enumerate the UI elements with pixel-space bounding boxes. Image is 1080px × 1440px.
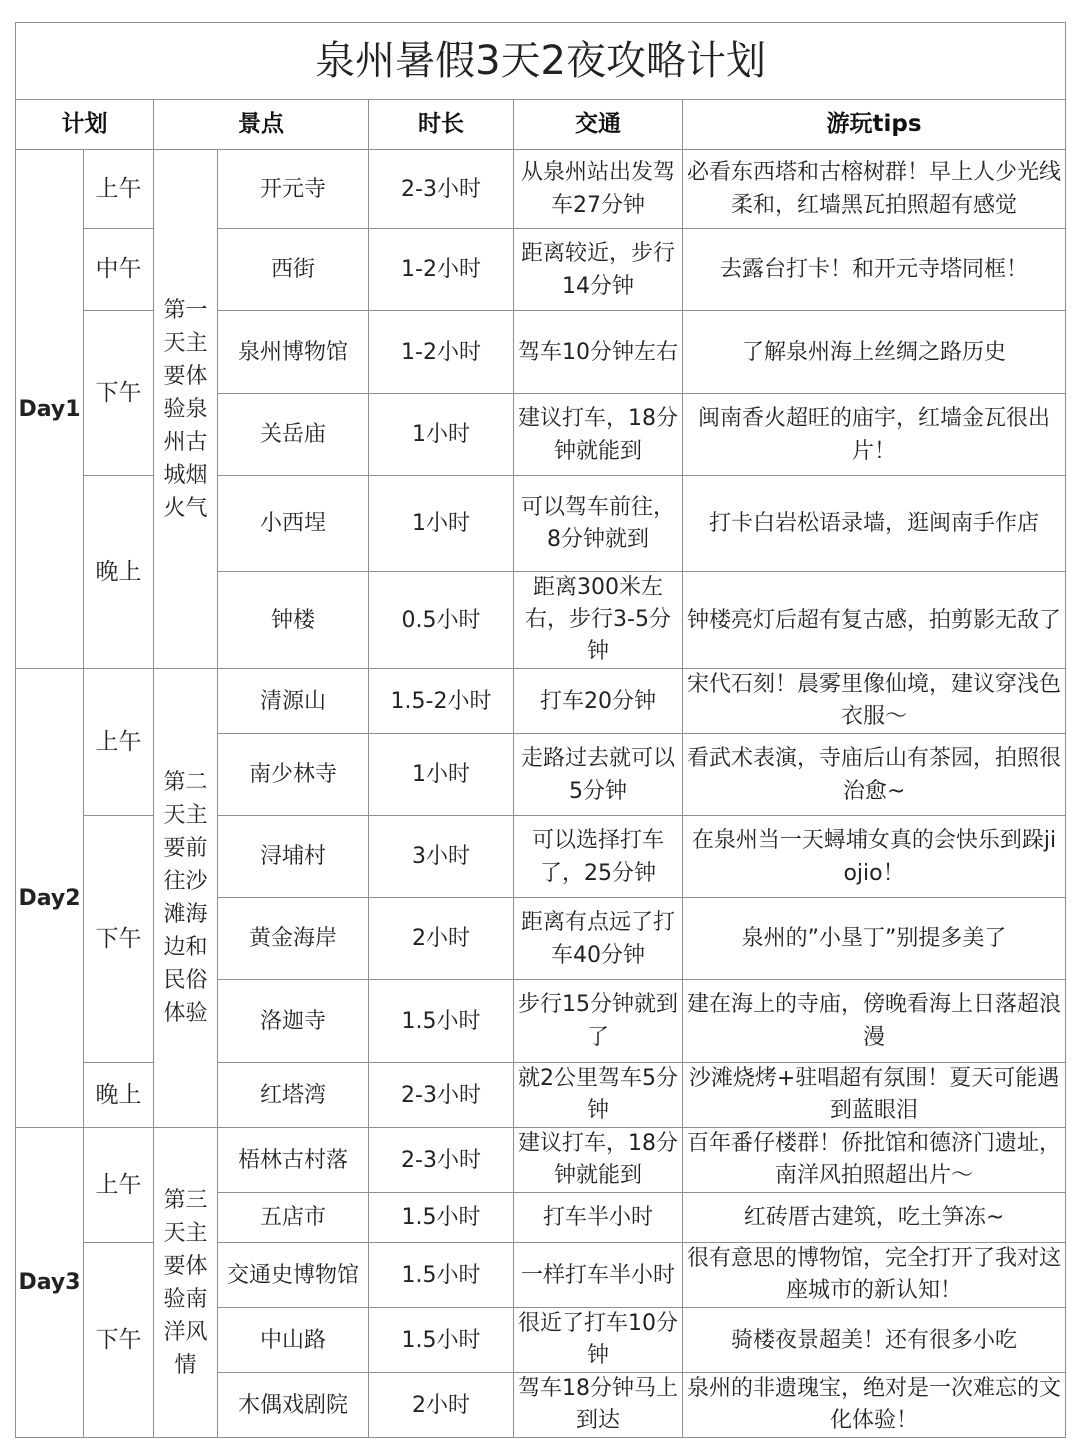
transport-cell: 距离有点远了打车40分钟	[514, 898, 683, 980]
transport-cell: 打车20分钟	[514, 669, 683, 734]
table-row	[16, 1128, 1066, 1193]
transport-cell: 一样打车半小时	[514, 1243, 683, 1308]
transport-cell: 距离较近，步行14分钟	[514, 229, 683, 311]
duration-cell: 1小时	[369, 476, 514, 572]
tips-cell: 百年番仔楼群！侨批馆和德济门遗址，南洋风拍照超出片～	[683, 1128, 1066, 1193]
period-label: 下午	[84, 816, 154, 1063]
spot-cell: 开元寺	[218, 150, 369, 229]
header-row	[16, 100, 1066, 150]
transport-cell: 驾车18分钟马上到达	[514, 1373, 683, 1438]
tips-cell: 沙滩烧烤+驻唱超有氛围！夏天可能遇到蓝眼泪	[683, 1063, 1066, 1128]
header-transport: 交通	[514, 100, 683, 150]
header-spot: 景点	[154, 100, 369, 150]
tips-cell: 建在海上的寺庙，傍晚看海上日落超浪漫	[683, 980, 1066, 1063]
transport-cell: 驾车10分钟左右	[514, 311, 683, 394]
page-title: 泉州暑假3天2夜攻略计划	[16, 23, 1066, 100]
day-theme: 第三天主要体验南洋风情	[154, 1128, 218, 1438]
spot-cell: 清源山	[218, 669, 369, 734]
tips-cell: 骑楼夜景超美！还有很多小吃	[683, 1308, 1066, 1373]
spot-cell: 交通史博物馆	[218, 1243, 369, 1308]
day-theme: 第一天主要体验泉州古城烟火气	[154, 150, 218, 669]
duration-cell: 1.5小时	[369, 1308, 514, 1373]
tips-cell: 泉州的非遗瑰宝，绝对是一次难忘的文化体验！	[683, 1373, 1066, 1438]
tips-cell: 必看东西塔和古榕树群！早上人少光线柔和，红墙黑瓦拍照超有感觉	[683, 150, 1066, 229]
duration-cell: 1-2小时	[369, 311, 514, 394]
header-tips: 游玩tips	[683, 100, 1066, 150]
spot-cell: 小西埕	[218, 476, 369, 572]
period-label: 晚上	[84, 1063, 154, 1128]
spot-cell: 关岳庙	[218, 394, 369, 476]
spot-cell: 中山路	[218, 1308, 369, 1373]
duration-cell: 1.5小时	[369, 980, 514, 1063]
header-duration: 时长	[369, 100, 514, 150]
period-label: 晚上	[84, 476, 154, 669]
transport-cell: 就2公里驾车5分钟	[514, 1063, 683, 1128]
spot-cell: 南少林寺	[218, 734, 369, 816]
spot-cell: 梧林古村落	[218, 1128, 369, 1193]
day-theme: 第二天主要前往沙滩海边和民俗体验	[154, 669, 218, 1128]
tips-cell: 很有意思的博物馆，完全打开了我对这座城市的新认知！	[683, 1243, 1066, 1308]
itinerary-table	[15, 22, 1066, 1438]
period-label: 上午	[84, 150, 154, 229]
title-row	[16, 23, 1066, 100]
duration-cell: 2-3小时	[369, 1128, 514, 1193]
period-label: 上午	[84, 1128, 154, 1243]
tips-cell: 在泉州当一天蟳埔女真的会快乐到跺jiojio！	[683, 816, 1066, 898]
spot-cell: 西街	[218, 229, 369, 311]
period-label: 上午	[84, 669, 154, 816]
tips-cell: 了解泉州海上丝绸之路历史	[683, 311, 1066, 394]
tips-cell: 宋代石刻！晨雾里像仙境，建议穿浅色衣服～	[683, 669, 1066, 734]
transport-cell: 建议打车，18分钟就能到	[514, 1128, 683, 1193]
spot-cell: 红塔湾	[218, 1063, 369, 1128]
duration-cell: 1.5小时	[369, 1243, 514, 1308]
transport-cell: 距离300米左右，步行3-5分钟	[514, 572, 683, 669]
spot-cell: 浔埔村	[218, 816, 369, 898]
duration-cell: 2小时	[369, 898, 514, 980]
duration-cell: 1-2小时	[369, 229, 514, 311]
period-label: 下午	[84, 311, 154, 476]
duration-cell: 2-3小时	[369, 1063, 514, 1128]
tips-cell: 泉州的”小垦丁”别提多美了	[683, 898, 1066, 980]
period-label: 中午	[84, 229, 154, 311]
transport-cell: 步行15分钟就到了	[514, 980, 683, 1063]
duration-cell: 1.5-2小时	[369, 669, 514, 734]
duration-cell: 2-3小时	[369, 150, 514, 229]
transport-cell: 可以选择打车了，25分钟	[514, 816, 683, 898]
duration-cell: 2小时	[369, 1373, 514, 1438]
spot-cell: 黄金海岸	[218, 898, 369, 980]
day-label: Day1	[16, 150, 84, 669]
tips-cell: 看武术表演，寺庙后山有茶园，拍照很治愈~	[683, 734, 1066, 816]
transport-cell: 可以驾车前往，8分钟就到	[514, 476, 683, 572]
table-row	[16, 669, 1066, 734]
day-label: Day2	[16, 669, 84, 1128]
table-row	[16, 150, 1066, 229]
spot-cell: 泉州博物馆	[218, 311, 369, 394]
day-label: Day3	[16, 1128, 84, 1438]
tips-cell: 闽南香火超旺的庙宇，红墙金瓦很出片！	[683, 394, 1066, 476]
tips-cell: 去露台打卡！和开元寺塔同框！	[683, 229, 1066, 311]
duration-cell: 3小时	[369, 816, 514, 898]
itinerary-document	[15, 22, 1065, 1438]
tips-cell: 红砖厝古建筑，吃土笋冻~	[683, 1193, 1066, 1243]
tips-cell: 打卡白岩松语录墙，逛闽南手作店	[683, 476, 1066, 572]
duration-cell: 0.5小时	[369, 572, 514, 669]
duration-cell: 1小时	[369, 394, 514, 476]
period-label: 下午	[84, 1243, 154, 1438]
spot-cell: 五店市	[218, 1193, 369, 1243]
transport-cell: 建议打车，18分钟就能到	[514, 394, 683, 476]
duration-cell: 1.5小时	[369, 1193, 514, 1243]
spot-cell: 钟楼	[218, 572, 369, 669]
tips-cell: 钟楼亮灯后超有复古感，拍剪影无敌了	[683, 572, 1066, 669]
transport-cell: 走路过去就可以 5分钟	[514, 734, 683, 816]
header-plan: 计划	[16, 100, 154, 150]
transport-cell: 从泉州站出发驾车27分钟	[514, 150, 683, 229]
spot-cell: 木偶戏剧院	[218, 1373, 369, 1438]
transport-cell: 打车半小时	[514, 1193, 683, 1243]
spot-cell: 洛迦寺	[218, 980, 369, 1063]
transport-cell: 很近了打车10分钟	[514, 1308, 683, 1373]
duration-cell: 1小时	[369, 734, 514, 816]
